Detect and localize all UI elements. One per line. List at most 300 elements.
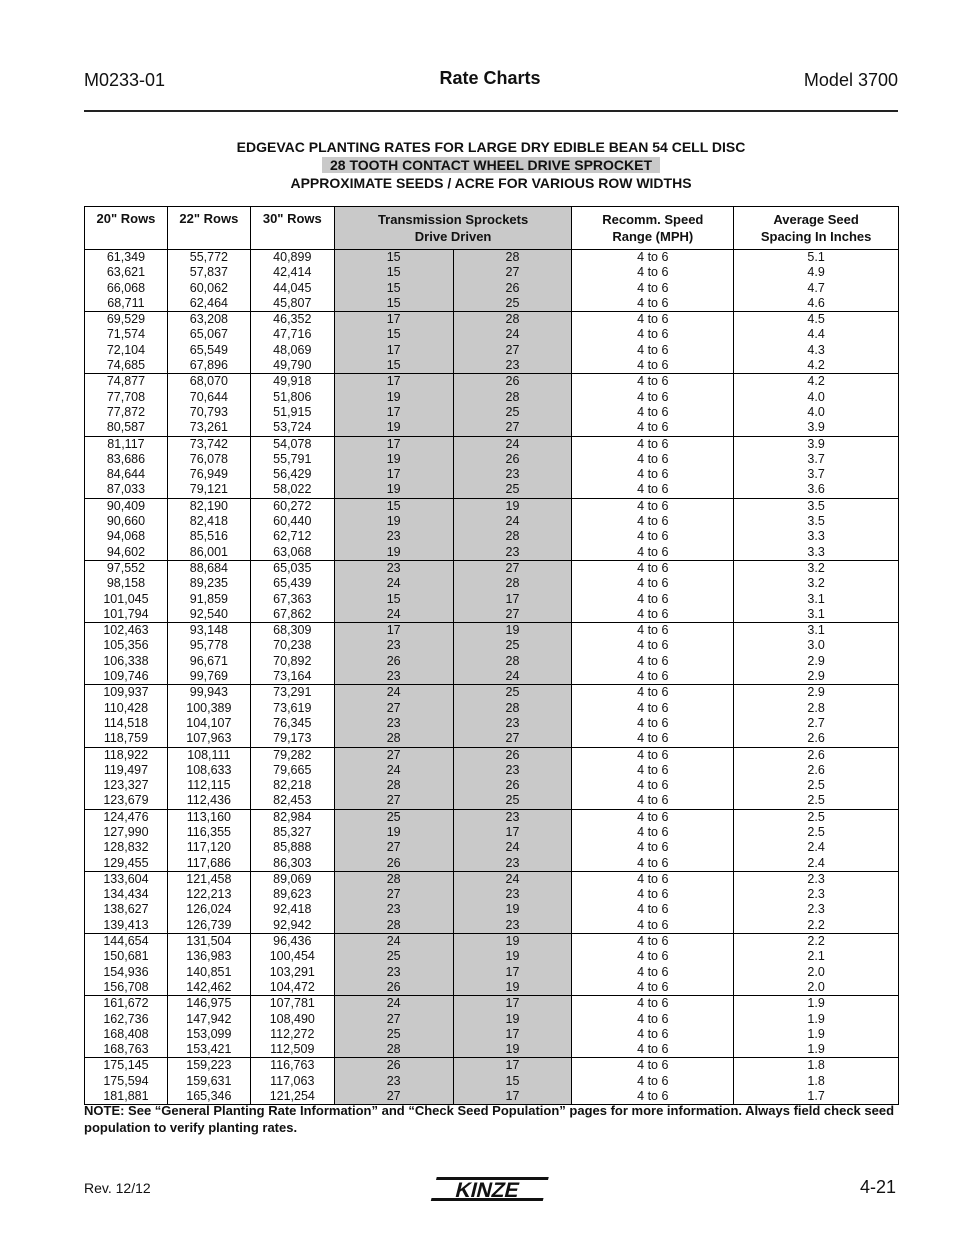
table-row bbox=[85, 560, 899, 576]
speed-range: 4 to 6 bbox=[572, 793, 734, 809]
driven-sprocket: 25 bbox=[453, 685, 572, 701]
drive-sprocket: 26 bbox=[334, 980, 453, 996]
driven-sprocket: 23 bbox=[453, 467, 572, 482]
speed-range: 4 to 6 bbox=[572, 871, 734, 887]
seed-spacing: 4.0 bbox=[734, 405, 899, 420]
title-line-1: EDGEVAC PLANTING RATES FOR LARGE DRY EDIBLE BEAN 54 CELL DISC bbox=[236, 139, 746, 155]
seed-spacing: 2.6 bbox=[734, 763, 899, 778]
driven-sprocket: 27 bbox=[453, 607, 572, 623]
drive-sprocket: 17 bbox=[334, 436, 453, 452]
table-row bbox=[85, 685, 899, 701]
driven-sprocket: 26 bbox=[453, 452, 572, 467]
seed-spacing: 5.1 bbox=[734, 250, 899, 266]
seed-spacing: 2.5 bbox=[734, 825, 899, 840]
table-row bbox=[85, 980, 899, 996]
drive-sprocket: 26 bbox=[334, 856, 453, 872]
driven-sprocket: 17 bbox=[453, 592, 572, 607]
driven-sprocket: 19 bbox=[453, 902, 572, 917]
drive-sprocket: 15 bbox=[334, 281, 453, 296]
rate-22-rows: 159,223 bbox=[167, 1058, 250, 1074]
driven-sprocket: 23 bbox=[453, 887, 572, 902]
rate-30-rows: 49,918 bbox=[250, 374, 334, 390]
seed-spacing: 1.8 bbox=[734, 1058, 899, 1074]
seed-spacing: 2.9 bbox=[734, 654, 899, 669]
drive-sprocket: 27 bbox=[334, 793, 453, 809]
rate-20-rows: 98,158 bbox=[85, 576, 168, 591]
table-row bbox=[85, 793, 899, 809]
rate-20-rows: 119,497 bbox=[85, 763, 168, 778]
note-text: NOTE: See “General Planting Rate Information” and “Check Seed Population” pages for more information. Always field check seed population to verify planting rates. bbox=[84, 1103, 895, 1135]
drive-sprocket: 26 bbox=[334, 654, 453, 669]
rate-22-rows: 108,633 bbox=[167, 763, 250, 778]
drive-sprocket: 26 bbox=[334, 1058, 453, 1074]
table-row bbox=[85, 638, 899, 653]
drive-sprocket: 24 bbox=[334, 934, 453, 950]
speed-range: 4 to 6 bbox=[572, 887, 734, 902]
drive-sprocket: 27 bbox=[334, 701, 453, 716]
rate-30-rows: 53,724 bbox=[250, 420, 334, 436]
rate-22-rows: 107,963 bbox=[167, 731, 250, 747]
rate-20-rows: 109,746 bbox=[85, 669, 168, 685]
rate-30-rows: 47,716 bbox=[250, 327, 334, 342]
speed-range: 4 to 6 bbox=[572, 1027, 734, 1042]
seed-spacing: 2.7 bbox=[734, 716, 899, 731]
seed-spacing: 3.6 bbox=[734, 482, 899, 498]
rate-20-rows: 66,068 bbox=[85, 281, 168, 296]
seed-spacing: 2.3 bbox=[734, 902, 899, 917]
rate-20-rows: 83,686 bbox=[85, 452, 168, 467]
rate-20-rows: 109,937 bbox=[85, 685, 168, 701]
drive-sprocket: 27 bbox=[334, 887, 453, 902]
table-row bbox=[85, 716, 899, 731]
seed-spacing: 3.1 bbox=[734, 607, 899, 623]
rate-20-rows: 128,832 bbox=[85, 840, 168, 855]
rate-22-rows: 112,436 bbox=[167, 793, 250, 809]
seed-spacing: 2.5 bbox=[734, 809, 899, 825]
seed-spacing: 2.0 bbox=[734, 965, 899, 980]
rate-20-rows: 118,922 bbox=[85, 747, 168, 763]
table-row bbox=[85, 576, 899, 591]
rate-22-rows: 79,121 bbox=[167, 482, 250, 498]
rate-22-rows: 126,024 bbox=[167, 902, 250, 917]
rate-20-rows: 161,672 bbox=[85, 996, 168, 1012]
speed-range: 4 to 6 bbox=[572, 390, 734, 405]
driven-sprocket: 27 bbox=[453, 731, 572, 747]
table-row bbox=[85, 265, 899, 280]
rate-22-rows: 142,462 bbox=[167, 980, 250, 996]
rate-30-rows: 117,063 bbox=[250, 1074, 334, 1089]
rate-22-rows: 89,235 bbox=[167, 576, 250, 591]
col-header-22-rows: 22" Rows bbox=[167, 207, 250, 250]
drive-sprocket: 19 bbox=[334, 514, 453, 529]
seed-spacing: 1.7 bbox=[734, 1089, 899, 1105]
driven-sprocket: 17 bbox=[453, 825, 572, 840]
seed-spacing: 2.1 bbox=[734, 949, 899, 964]
rate-20-rows: 175,145 bbox=[85, 1058, 168, 1074]
driven-sprocket: 17 bbox=[453, 965, 572, 980]
driven-sprocket: 26 bbox=[453, 281, 572, 296]
rate-22-rows: 117,120 bbox=[167, 840, 250, 855]
rate-30-rows: 49,790 bbox=[250, 358, 334, 374]
drive-sprocket: 15 bbox=[334, 592, 453, 607]
drive-sprocket: 17 bbox=[334, 623, 453, 639]
rate-30-rows: 121,254 bbox=[250, 1089, 334, 1105]
rate-22-rows: 146,975 bbox=[167, 996, 250, 1012]
rate-20-rows: 69,529 bbox=[85, 312, 168, 328]
drive-sprocket: 23 bbox=[334, 529, 453, 544]
col-header-20-rows: 20" Rows bbox=[85, 207, 168, 250]
table-row bbox=[85, 856, 899, 872]
col-header-speed-line2: Range (MPH) bbox=[612, 229, 694, 244]
rate-30-rows: 40,899 bbox=[250, 250, 334, 266]
table-row bbox=[85, 436, 899, 452]
driven-sprocket: 28 bbox=[453, 312, 572, 328]
col-header-30-rows: 30" Rows bbox=[250, 207, 334, 250]
speed-range: 4 to 6 bbox=[572, 482, 734, 498]
rate-20-rows: 94,068 bbox=[85, 529, 168, 544]
speed-range: 4 to 6 bbox=[572, 312, 734, 328]
rate-30-rows: 116,763 bbox=[250, 1058, 334, 1074]
chart-titles bbox=[84, 138, 898, 192]
rate-20-rows: 97,552 bbox=[85, 560, 168, 576]
speed-range: 4 to 6 bbox=[572, 825, 734, 840]
speed-range: 4 to 6 bbox=[572, 980, 734, 996]
section-title: Rate Charts bbox=[439, 68, 541, 88]
driven-sprocket: 23 bbox=[453, 856, 572, 872]
rate-22-rows: 70,644 bbox=[167, 390, 250, 405]
driven-sprocket: 26 bbox=[453, 778, 572, 793]
driven-sprocket: 19 bbox=[453, 949, 572, 964]
col-header-spacing-line2: Spacing In Inches bbox=[760, 229, 872, 244]
table-row bbox=[85, 281, 899, 296]
driven-sprocket: 27 bbox=[453, 265, 572, 280]
rate-22-rows: 57,837 bbox=[167, 265, 250, 280]
col-header-transmission-line1: Transmission Sprockets bbox=[377, 212, 529, 227]
driven-sprocket: 23 bbox=[453, 545, 572, 561]
speed-range: 4 to 6 bbox=[572, 654, 734, 669]
rate-22-rows: 82,418 bbox=[167, 514, 250, 529]
table-row bbox=[85, 1074, 899, 1089]
speed-range: 4 to 6 bbox=[572, 545, 734, 561]
rate-22-rows: 65,067 bbox=[167, 327, 250, 342]
seed-spacing: 4.4 bbox=[734, 327, 899, 342]
rate-22-rows: 88,684 bbox=[167, 560, 250, 576]
seed-spacing: 4.3 bbox=[734, 343, 899, 358]
table-row bbox=[85, 809, 899, 825]
speed-range: 4 to 6 bbox=[572, 701, 734, 716]
table-row bbox=[85, 312, 899, 328]
driven-sprocket: 28 bbox=[453, 576, 572, 591]
driven-sprocket: 28 bbox=[453, 529, 572, 544]
rate-20-rows: 68,711 bbox=[85, 296, 168, 312]
rate-22-rows: 73,261 bbox=[167, 420, 250, 436]
speed-range: 4 to 6 bbox=[572, 1089, 734, 1105]
rate-20-rows: 94,602 bbox=[85, 545, 168, 561]
rate-22-rows: 131,504 bbox=[167, 934, 250, 950]
drive-sprocket: 24 bbox=[334, 996, 453, 1012]
rate-30-rows: 62,712 bbox=[250, 529, 334, 544]
drive-sprocket: 19 bbox=[334, 545, 453, 561]
driven-sprocket: 26 bbox=[453, 747, 572, 763]
rate-30-rows: 107,781 bbox=[250, 996, 334, 1012]
table-row bbox=[85, 343, 899, 358]
rate-22-rows: 70,793 bbox=[167, 405, 250, 420]
speed-range: 4 to 6 bbox=[572, 576, 734, 591]
kinze-logo-text: KINZE bbox=[453, 1178, 522, 1202]
rate-20-rows: 127,990 bbox=[85, 825, 168, 840]
seed-spacing: 2.3 bbox=[734, 887, 899, 902]
rate-30-rows: 86,303 bbox=[250, 856, 334, 872]
rate-30-rows: 92,942 bbox=[250, 918, 334, 934]
rate-22-rows: 122,213 bbox=[167, 887, 250, 902]
rate-20-rows: 102,463 bbox=[85, 623, 168, 639]
drive-sprocket: 19 bbox=[334, 420, 453, 436]
table-row bbox=[85, 763, 899, 778]
rate-22-rows: 159,631 bbox=[167, 1074, 250, 1089]
rate-20-rows: 101,045 bbox=[85, 592, 168, 607]
rate-20-rows: 150,681 bbox=[85, 949, 168, 964]
rate-22-rows: 165,346 bbox=[167, 1089, 250, 1105]
rate-30-rows: 92,418 bbox=[250, 902, 334, 917]
driven-sprocket: 24 bbox=[453, 327, 572, 342]
drive-sprocket: 25 bbox=[334, 809, 453, 825]
rate-20-rows: 154,936 bbox=[85, 965, 168, 980]
driven-sprocket: 23 bbox=[453, 716, 572, 731]
table-row bbox=[85, 918, 899, 934]
driven-sprocket: 27 bbox=[453, 420, 572, 436]
rate-22-rows: 76,078 bbox=[167, 452, 250, 467]
rate-30-rows: 73,164 bbox=[250, 669, 334, 685]
rate-30-rows: 76,345 bbox=[250, 716, 334, 731]
speed-range: 4 to 6 bbox=[572, 529, 734, 544]
seed-spacing: 3.1 bbox=[734, 592, 899, 607]
driven-sprocket: 26 bbox=[453, 374, 572, 390]
seed-spacing: 4.9 bbox=[734, 265, 899, 280]
rate-20-rows: 110,428 bbox=[85, 701, 168, 716]
driven-sprocket: 28 bbox=[453, 654, 572, 669]
drive-sprocket: 27 bbox=[334, 1012, 453, 1027]
rate-20-rows: 168,763 bbox=[85, 1042, 168, 1058]
seed-spacing: 2.2 bbox=[734, 934, 899, 950]
driven-sprocket: 19 bbox=[453, 980, 572, 996]
speed-range: 4 to 6 bbox=[572, 1058, 734, 1074]
seed-spacing: 3.5 bbox=[734, 514, 899, 529]
col-header-spacing-line1: Average Seed bbox=[773, 212, 859, 227]
rate-20-rows: 168,408 bbox=[85, 1027, 168, 1042]
drive-sprocket: 17 bbox=[334, 312, 453, 328]
table-row bbox=[85, 250, 899, 266]
driven-sprocket: 17 bbox=[453, 1089, 572, 1105]
rate-22-rows: 67,896 bbox=[167, 358, 250, 374]
speed-range: 4 to 6 bbox=[572, 918, 734, 934]
drive-sprocket: 27 bbox=[334, 840, 453, 855]
page-number: 4-21 bbox=[859, 1177, 896, 1197]
rate-20-rows: 101,794 bbox=[85, 607, 168, 623]
rate-30-rows: 42,414 bbox=[250, 265, 334, 280]
rate-table-body bbox=[85, 250, 899, 1105]
speed-range: 4 to 6 bbox=[572, 731, 734, 747]
table-row bbox=[85, 871, 899, 887]
rate-20-rows: 162,736 bbox=[85, 1012, 168, 1027]
rate-20-rows: 84,644 bbox=[85, 467, 168, 482]
drive-sprocket: 28 bbox=[334, 731, 453, 747]
rate-22-rows: 147,942 bbox=[167, 1012, 250, 1027]
rate-22-rows: 55,772 bbox=[167, 250, 250, 266]
drive-sprocket: 15 bbox=[334, 358, 453, 374]
driven-sprocket: 25 bbox=[453, 482, 572, 498]
rate-30-rows: 70,238 bbox=[250, 638, 334, 653]
seed-spacing: 1.8 bbox=[734, 1074, 899, 1089]
seed-spacing: 3.5 bbox=[734, 498, 899, 514]
drive-sprocket: 28 bbox=[334, 778, 453, 793]
rate-22-rows: 73,742 bbox=[167, 436, 250, 452]
rate-20-rows: 71,574 bbox=[85, 327, 168, 342]
drive-sprocket: 24 bbox=[334, 685, 453, 701]
table-row bbox=[85, 654, 899, 669]
rate-22-rows: 76,949 bbox=[167, 467, 250, 482]
seed-spacing: 4.2 bbox=[734, 374, 899, 390]
rate-22-rows: 63,208 bbox=[167, 312, 250, 328]
speed-range: 4 to 6 bbox=[572, 592, 734, 607]
seed-spacing: 3.9 bbox=[734, 420, 899, 436]
seed-spacing: 2.0 bbox=[734, 980, 899, 996]
table-row bbox=[85, 1042, 899, 1058]
table-row bbox=[85, 498, 899, 514]
speed-range: 4 to 6 bbox=[572, 949, 734, 964]
table-row bbox=[85, 358, 899, 374]
drive-sprocket: 24 bbox=[334, 607, 453, 623]
speed-range: 4 to 6 bbox=[572, 405, 734, 420]
driven-sprocket: 19 bbox=[453, 1042, 572, 1058]
speed-range: 4 to 6 bbox=[572, 716, 734, 731]
driven-sprocket: 27 bbox=[453, 560, 572, 576]
table-row bbox=[85, 1012, 899, 1027]
driven-sprocket: 24 bbox=[453, 840, 572, 855]
header-rule bbox=[84, 110, 898, 112]
col-header-speed-line1: Recomm. Speed bbox=[602, 212, 704, 227]
rate-22-rows: 113,160 bbox=[167, 809, 250, 825]
rate-30-rows: 65,439 bbox=[250, 576, 334, 591]
table-row bbox=[85, 778, 899, 793]
seed-spacing: 3.2 bbox=[734, 560, 899, 576]
table-row bbox=[85, 467, 899, 482]
table-row bbox=[85, 390, 899, 405]
drive-sprocket: 15 bbox=[334, 265, 453, 280]
rate-20-rows: 77,872 bbox=[85, 405, 168, 420]
rate-30-rows: 67,363 bbox=[250, 592, 334, 607]
rate-30-rows: 96,436 bbox=[250, 934, 334, 950]
driven-sprocket: 24 bbox=[453, 436, 572, 452]
driven-sprocket: 19 bbox=[453, 498, 572, 514]
driven-sprocket: 15 bbox=[453, 1074, 572, 1089]
drive-sprocket: 17 bbox=[334, 467, 453, 482]
table-row bbox=[85, 1058, 899, 1074]
rate-20-rows: 118,759 bbox=[85, 731, 168, 747]
seed-spacing: 4.0 bbox=[734, 390, 899, 405]
rate-30-rows: 79,173 bbox=[250, 731, 334, 747]
table-row bbox=[85, 996, 899, 1012]
drive-sprocket: 23 bbox=[334, 669, 453, 685]
seed-spacing: 2.4 bbox=[734, 856, 899, 872]
driven-sprocket: 24 bbox=[453, 514, 572, 529]
rate-20-rows: 74,685 bbox=[85, 358, 168, 374]
rate-30-rows: 82,984 bbox=[250, 809, 334, 825]
seed-spacing: 3.7 bbox=[734, 452, 899, 467]
drive-sprocket: 27 bbox=[334, 1089, 453, 1105]
drive-sprocket: 23 bbox=[334, 560, 453, 576]
rate-22-rows: 99,769 bbox=[167, 669, 250, 685]
rate-20-rows: 123,327 bbox=[85, 778, 168, 793]
driven-sprocket: 17 bbox=[453, 1058, 572, 1074]
col-header-speed bbox=[572, 207, 734, 250]
speed-range: 4 to 6 bbox=[572, 840, 734, 855]
rate-20-rows: 61,349 bbox=[85, 250, 168, 266]
table-row bbox=[85, 452, 899, 467]
table-row bbox=[85, 934, 899, 950]
revision-date: Rev. 12/12 bbox=[84, 1180, 151, 1196]
drive-sprocket: 27 bbox=[334, 747, 453, 763]
seed-spacing: 3.9 bbox=[734, 436, 899, 452]
table-row bbox=[85, 327, 899, 342]
rate-20-rows: 72,104 bbox=[85, 343, 168, 358]
driven-sprocket: 28 bbox=[453, 250, 572, 266]
rate-30-rows: 73,619 bbox=[250, 701, 334, 716]
speed-range: 4 to 6 bbox=[572, 250, 734, 266]
drive-sprocket: 19 bbox=[334, 482, 453, 498]
table-row bbox=[85, 545, 899, 561]
rate-22-rows: 140,851 bbox=[167, 965, 250, 980]
speed-range: 4 to 6 bbox=[572, 498, 734, 514]
rate-20-rows: 63,621 bbox=[85, 265, 168, 280]
driven-sprocket: 25 bbox=[453, 296, 572, 312]
rate-30-rows: 56,429 bbox=[250, 467, 334, 482]
rate-30-rows: 60,272 bbox=[250, 498, 334, 514]
table-row bbox=[85, 592, 899, 607]
rate-20-rows: 87,033 bbox=[85, 482, 168, 498]
speed-range: 4 to 6 bbox=[572, 420, 734, 436]
rate-22-rows: 136,983 bbox=[167, 949, 250, 964]
rate-20-rows: 105,356 bbox=[85, 638, 168, 653]
rate-22-rows: 153,421 bbox=[167, 1042, 250, 1058]
drive-sprocket: 24 bbox=[334, 576, 453, 591]
table-row bbox=[85, 1027, 899, 1042]
seed-spacing: 3.0 bbox=[734, 638, 899, 653]
rate-20-rows: 134,434 bbox=[85, 887, 168, 902]
table-row bbox=[85, 701, 899, 716]
rate-22-rows: 112,115 bbox=[167, 778, 250, 793]
table-row bbox=[85, 669, 899, 685]
drive-sprocket: 15 bbox=[334, 498, 453, 514]
driven-sprocket: 28 bbox=[453, 390, 572, 405]
speed-range: 4 to 6 bbox=[572, 374, 734, 390]
drive-sprocket: 17 bbox=[334, 405, 453, 420]
seed-spacing: 2.8 bbox=[734, 701, 899, 716]
driven-sprocket: 23 bbox=[453, 809, 572, 825]
rate-30-rows: 89,069 bbox=[250, 871, 334, 887]
drive-sprocket: 24 bbox=[334, 763, 453, 778]
driven-sprocket: 24 bbox=[453, 669, 572, 685]
col-header-transmission-line2: Drive Driven bbox=[414, 229, 492, 244]
speed-range: 4 to 6 bbox=[572, 763, 734, 778]
rate-30-rows: 60,440 bbox=[250, 514, 334, 529]
table-row bbox=[85, 731, 899, 747]
rate-30-rows: 85,888 bbox=[250, 840, 334, 855]
rate-30-rows: 108,490 bbox=[250, 1012, 334, 1027]
rate-20-rows: 175,594 bbox=[85, 1074, 168, 1089]
rate-22-rows: 82,190 bbox=[167, 498, 250, 514]
driven-sprocket: 25 bbox=[453, 405, 572, 420]
driven-sprocket: 23 bbox=[453, 763, 572, 778]
